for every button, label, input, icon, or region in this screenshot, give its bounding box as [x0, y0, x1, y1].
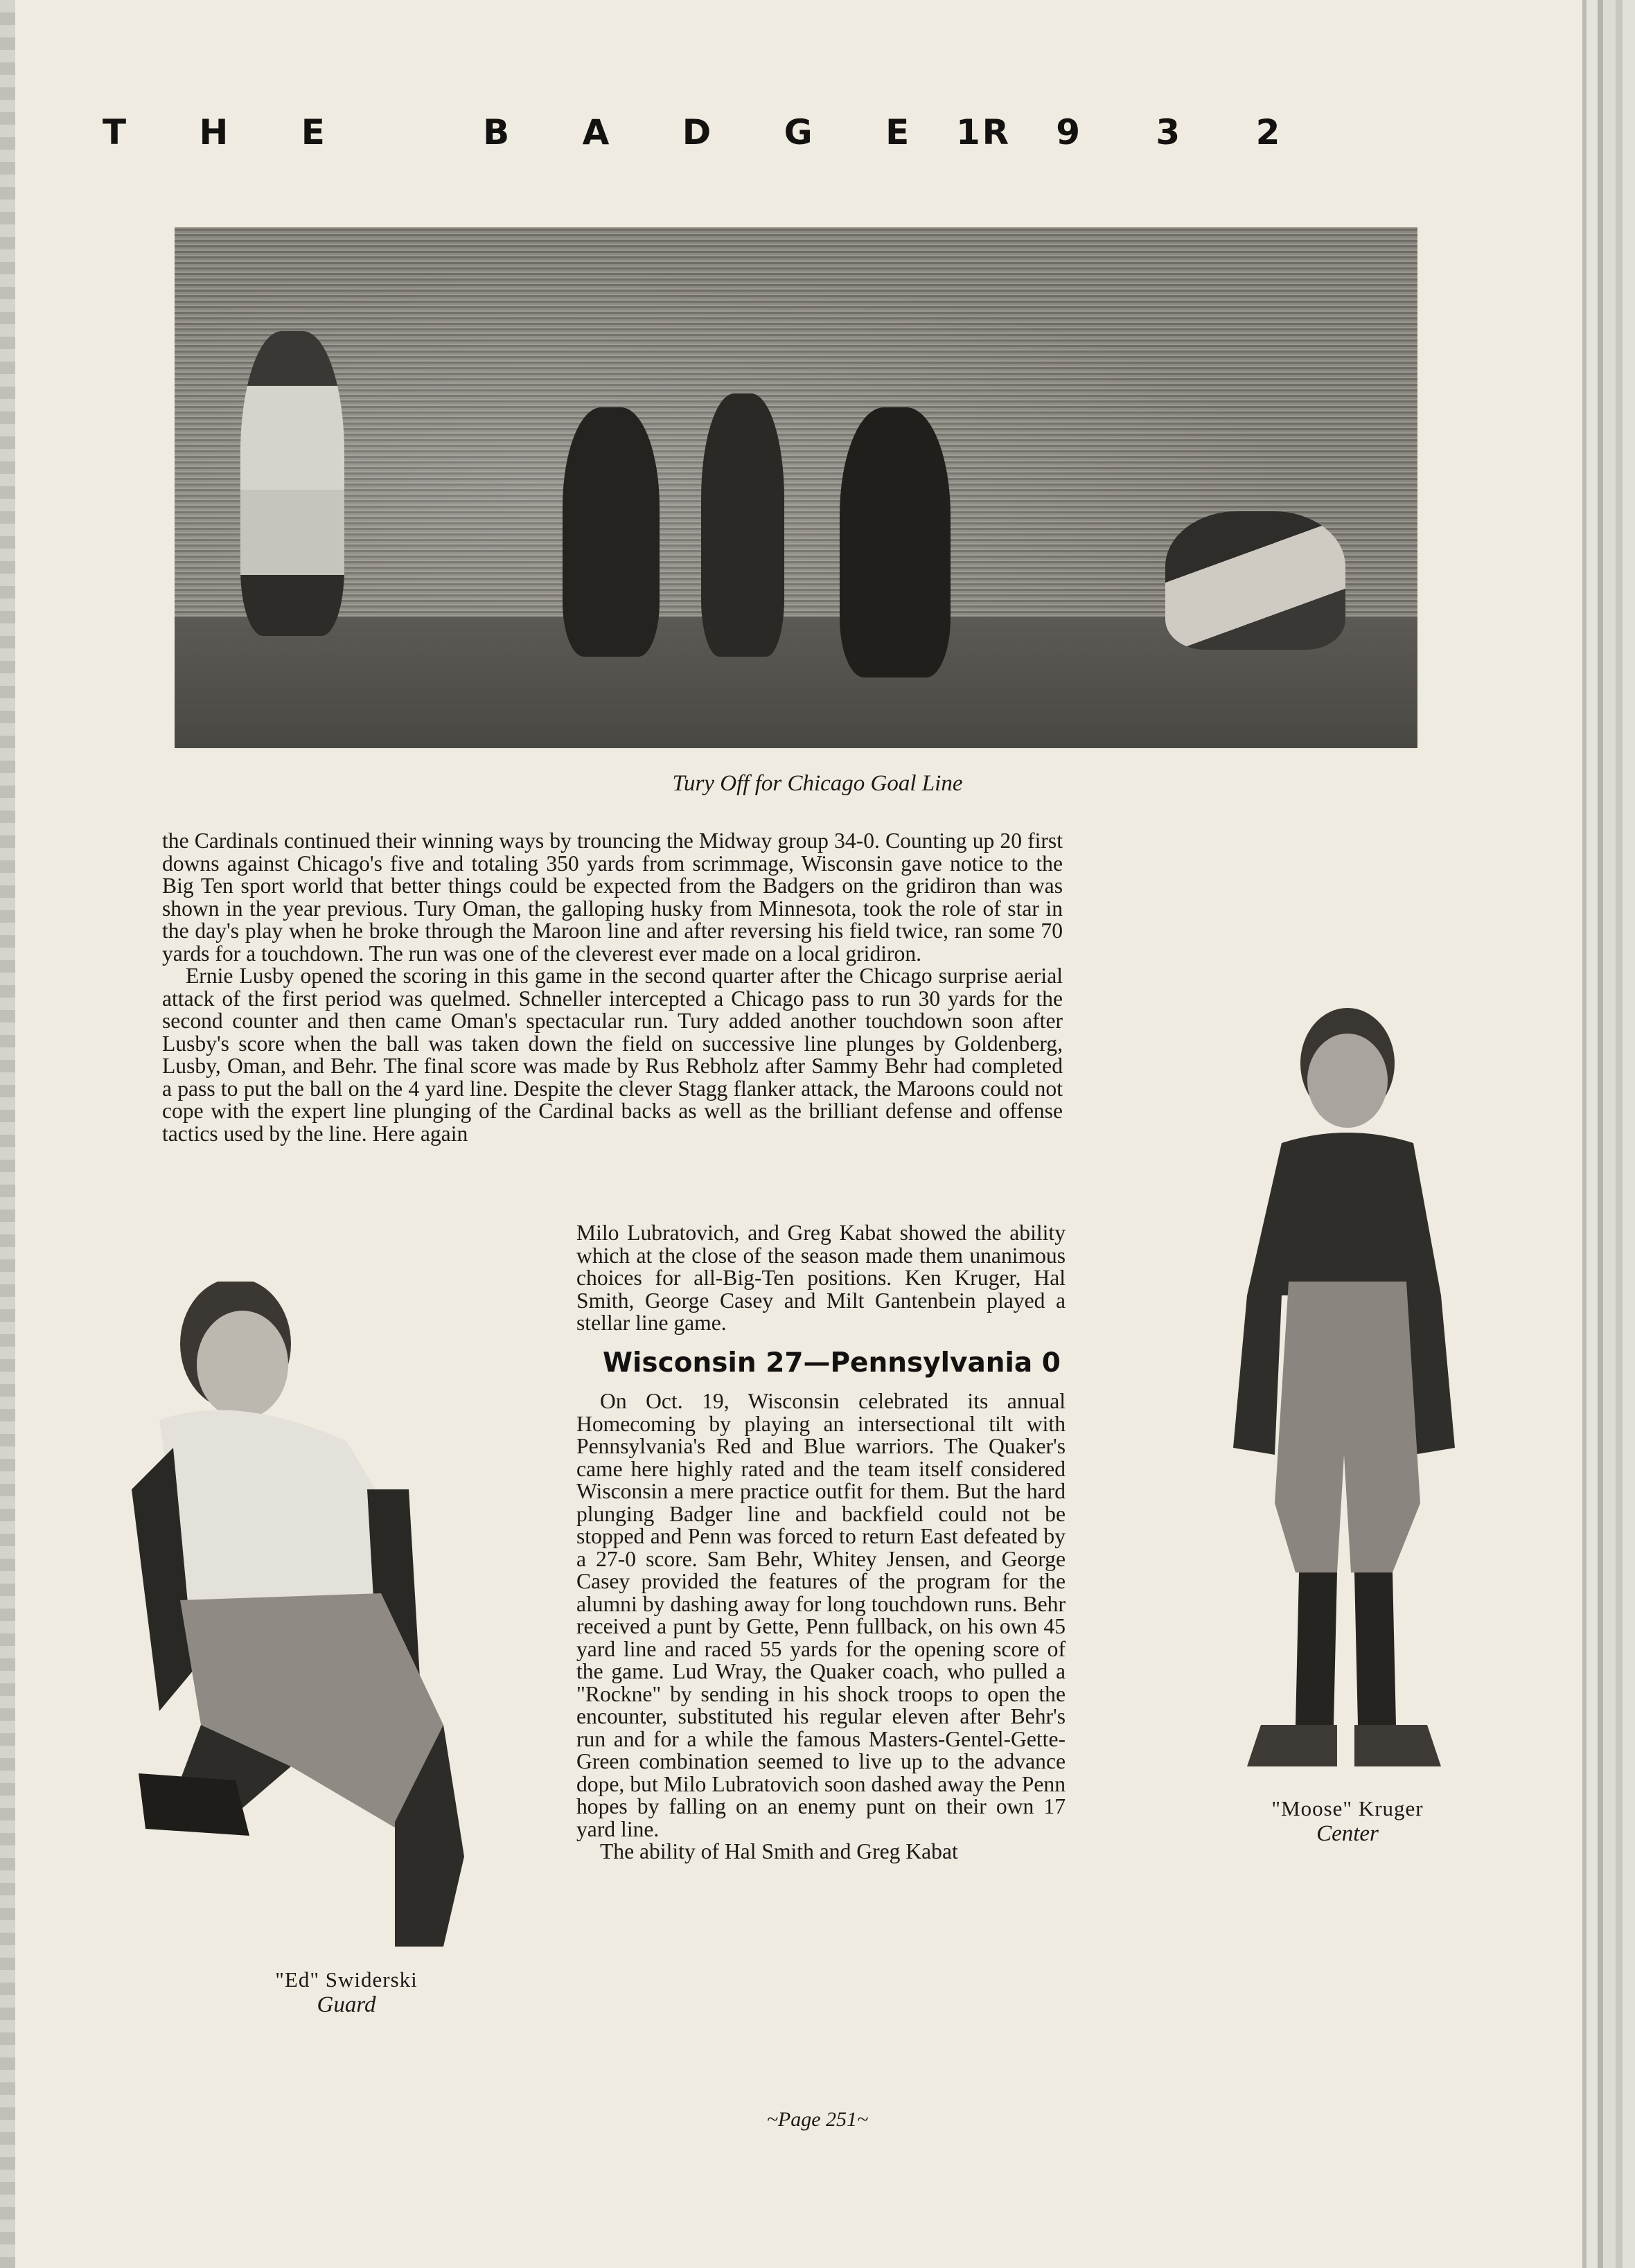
article-paragraph-1: the Cardinals continued their winning ways by trouncing the Midway group 34-0. Counting up 20 first downs against Chicago's five and totaling 350 yards from scrimmage, Wisconsin gave notice to the Big Ten sport world that better things could be expected from the Badgers on the gridiron than was shown in the year previous. Tury Oman, the galloping husky from Minnesota, took the role of star in the day's play when he broke through the Maroon line and after reversing his field twice, ran some 70 yards for a touchdown. The run was one of the cleverest ever made on a local gridiron.	[162, 829, 1063, 966]
crouching-player-silhouette	[118, 1282, 510, 1974]
kruger-portrait-photo	[1205, 1004, 1483, 1791]
right-page-border	[1574, 0, 1635, 2268]
swiderski-caption	[236, 1967, 457, 2018]
kruger-caption	[1223, 1796, 1472, 1847]
defender-figure	[1165, 511, 1345, 650]
swiderski-position: Guard	[317, 1992, 376, 2017]
runner-figure	[840, 407, 951, 677]
lineman-figure	[701, 393, 784, 657]
blocker-figure	[563, 407, 660, 657]
article-paragraph-4: The ability of Hal Smith and Greg Kabat	[600, 1839, 958, 1863]
kruger-position: Center	[1316, 1821, 1379, 1846]
main-photo-caption: Tury Off for Chicago Goal Line	[672, 771, 963, 796]
football-game-photo	[175, 227, 1417, 748]
kruger-name: "Moose" Kruger	[1271, 1796, 1424, 1820]
article-paragraph-3: On Oct. 19, Wisconsin celebrated its annual Homecoming by playing an intersectional tilt with Pennsylvania's Red and Blue warriors. The Quaker's came here highly rated and the team itself considered Wisconsin a mere practice outfit for them. But the hard plunging Badger line and backfield could not be stopped and Penn was forced to return East defeated by a 27-0 score. Sam Behr, Whitey Jensen, and George Casey provided the features of the program for the alumni by dashing away for long touchdown runs. Behr received a punt by Gette, Penn fullback, on his own 45 yard line and raced 55 yards for the opening score of the game. Lud Wray, the Quaker coach, who pulled a "Rockne" by sending in his shock troops to open the encounter, substituted his regular eleven after Behr's run and for a while the famous Masters-Gentel-Gette-Green combination seemed to live up to the advance dope, but Milo Lubratovich soon dashed away the Penn hopes by falling on an enemy punt on their own 17 yard line.	[576, 1389, 1066, 1841]
section-heading: Wisconsin 27—Pennsylvania 0	[603, 1347, 1061, 1379]
swiderski-name: "Ed" Swiderski	[275, 1967, 418, 1992]
swiderski-portrait-photo	[118, 1282, 510, 1974]
running-head-title: T H E B A D G E R	[103, 112, 1040, 152]
left-page-border	[0, 0, 15, 2268]
ball-carrier-figure	[240, 331, 344, 636]
standing-player-silhouette	[1205, 1004, 1483, 1791]
page-number: ~Page 251~	[766, 2108, 869, 2131]
article-paragraph-2: Ernie Lusby opened the scoring in this game in the second quarter after the Chicago surprise aerial attack of the first period was quelmed. Schneller intercepted a Chicago pass to run 30 yards for the second counter and then came Oman's spectacular run. Tury added another touchdown soon after Lusby's score when the ball was taken down the field on successive line plunges by Goldenberg, Lusby, Oman, and Behr. The final score was made by Rus Rebholz after Sammy Behr had completed a pass to put the ball on the 4 yard line. Despite the clever Stagg flanker attack, the Maroons could not cope with the expert line plunging of the Cardinal backs as well as the brilliant defense and offense tactics used by the line. Here again	[162, 964, 1063, 1146]
article-column-right	[576, 1390, 1066, 1863]
article-column-top	[162, 830, 1063, 1145]
article-paragraph-2-continued: Milo Lubratovich, and Greg Kabat showed the ability which at the close of the season made them unanimous choices for all-Big-Ten positions. Ken Kruger, Hal Smith, George Casey and Milt Gantenbein played a stellar line game.	[576, 1221, 1066, 1335]
running-head-year: 1 9 3 2	[956, 112, 1312, 152]
